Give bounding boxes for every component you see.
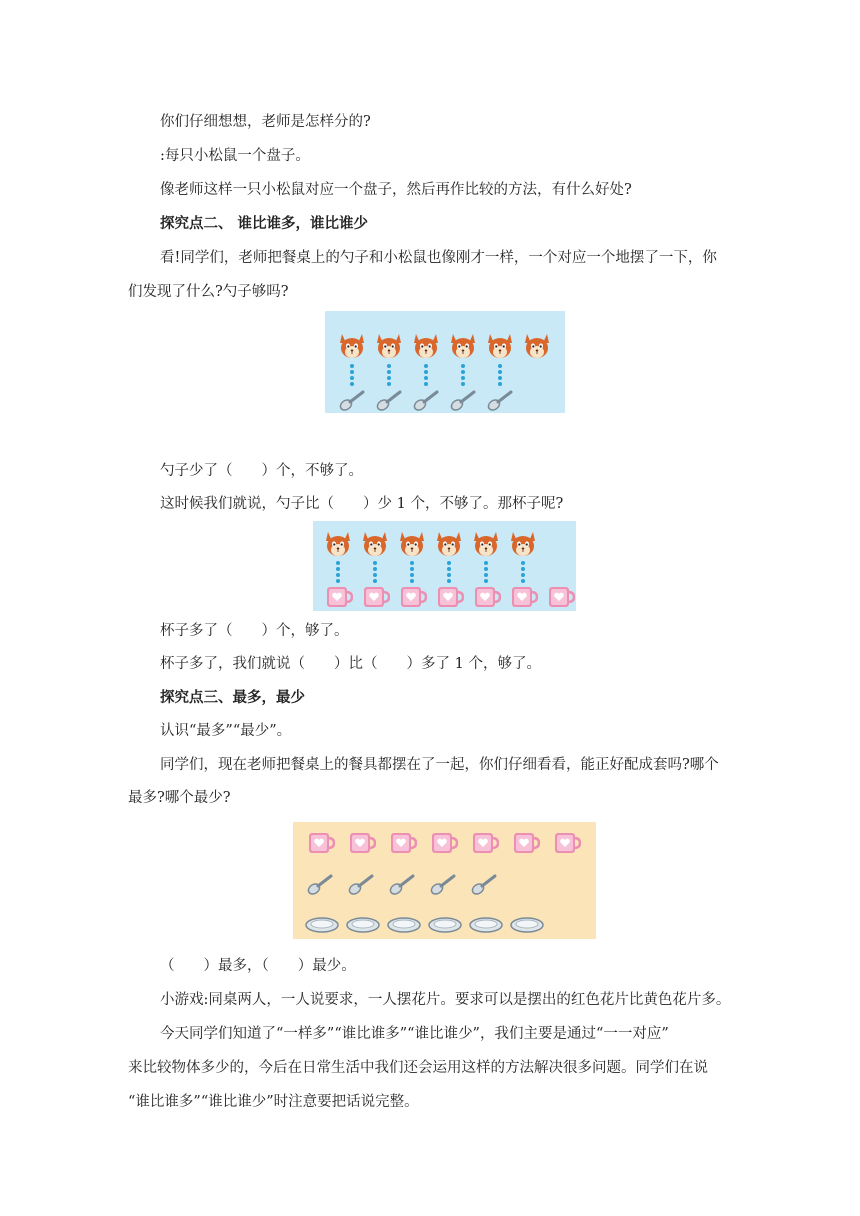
dot — [447, 567, 451, 571]
paragraph: 们发现了什么?勺子够吗? — [128, 284, 289, 300]
cup-icon — [545, 581, 575, 611]
squirrel-icon-graphic — [485, 331, 515, 361]
spoon-icon-graphic — [305, 869, 335, 899]
squirrel-icon — [508, 529, 538, 559]
cup-icon — [346, 827, 376, 857]
cup-icon — [510, 827, 540, 857]
spoon-icon-graphic — [428, 869, 458, 899]
dot — [336, 561, 340, 565]
section-heading: 探究点二、 谁比谁多，谁比谁少 — [160, 216, 369, 232]
paragraph: 勺子少了（ ）个，不够了。 — [160, 463, 363, 479]
dot — [498, 376, 502, 380]
paragraph: 最多?哪个最少? — [128, 790, 231, 806]
correspondence-dots — [521, 561, 525, 583]
section-heading: 探究点三、最多，最少 — [160, 690, 305, 706]
cup-icon-graphic — [305, 827, 335, 857]
correspondence-dots — [387, 364, 391, 386]
plate-icon — [510, 909, 540, 939]
paragraph: 今天同学们知道了“一样多”“谁比谁多”“谁比谁少”，我们主要是通过“一一对应” — [160, 1026, 669, 1042]
squirrel-icon — [471, 529, 501, 559]
correspondence-dots — [350, 364, 354, 386]
correspondence-dots — [484, 561, 488, 583]
squirrel-icon-graphic — [337, 331, 367, 361]
dot — [410, 573, 414, 577]
cup-icon — [323, 581, 353, 611]
dot — [484, 567, 488, 571]
spoon-icon-graphic — [346, 869, 376, 899]
cup-icon-graphic — [545, 581, 575, 611]
squirrel-icon — [434, 529, 464, 559]
squirrel-icon-graphic — [434, 529, 464, 559]
spoon-icon-graphic — [448, 385, 478, 415]
dot — [498, 364, 502, 368]
squirrel-icon-graphic — [411, 331, 441, 361]
cup-icon-graphic — [508, 581, 538, 611]
correspondence-dots — [373, 561, 377, 583]
dot — [410, 561, 414, 565]
cup-icon — [434, 581, 464, 611]
paragraph: （ ）最多，（ ）最少。 — [160, 958, 356, 974]
correspondence-dots — [461, 364, 465, 386]
squirrel-icon — [522, 331, 552, 361]
paragraph: 这时候我们就说，勺子比（ ）少 1 个，不够了。那杯子呢? — [160, 496, 564, 512]
dot — [424, 370, 428, 374]
squirrels-spoons-figure — [325, 311, 565, 413]
paragraph: 看!同学们，老师把餐桌上的勺子和小松鼠也像刚才一样，一个对应一个地摆了一下，你 — [160, 250, 717, 266]
plate-icon-graphic — [510, 909, 544, 939]
dot — [424, 376, 428, 380]
spoon-icon-graphic — [337, 385, 367, 415]
plate-icon-graphic — [469, 909, 503, 939]
spoon-icon — [337, 385, 367, 415]
spoon-icon-graphic — [469, 869, 499, 899]
spoon-icon — [387, 869, 417, 899]
cup-icon-graphic — [551, 827, 581, 857]
plate-icon — [387, 909, 417, 939]
squirrel-icon-graphic — [374, 331, 404, 361]
dot — [447, 573, 451, 577]
plate-icon — [346, 909, 376, 939]
plate-icon-graphic — [387, 909, 421, 939]
tableware-figure — [293, 822, 596, 939]
paragraph: 小游戏:同桌两人，一人说要求，一人摆花片。要求可以是摆出的红色花片比黄色花片多。 — [160, 992, 731, 1008]
plate-icon — [428, 909, 458, 939]
paragraph: 像老师这样一只小松鼠对应一个盘子，然后再作比较的方法，有什么好处? — [160, 182, 632, 198]
spoon-icon — [485, 385, 515, 415]
cup-icon-graphic — [397, 581, 427, 611]
squirrel-icon-graphic — [448, 331, 478, 361]
spoon-icon — [448, 385, 478, 415]
paragraph: 杯子多了，我们就说（ ）比（ ）多了 1 个，够了。 — [160, 656, 541, 672]
cup-icon — [508, 581, 538, 611]
cup-icon — [360, 581, 390, 611]
dot — [373, 567, 377, 571]
squirrel-icon — [485, 331, 515, 361]
squirrel-icon-graphic — [397, 529, 427, 559]
dot — [336, 567, 340, 571]
correspondence-dots — [424, 364, 428, 386]
squirrel-icon-graphic — [471, 529, 501, 559]
cup-icon — [469, 827, 499, 857]
dot — [461, 364, 465, 368]
dot — [350, 370, 354, 374]
squirrel-icon-graphic — [360, 529, 390, 559]
spoon-icon-graphic — [485, 385, 515, 415]
dot — [461, 370, 465, 374]
dot — [521, 567, 525, 571]
squirrel-icon — [411, 331, 441, 361]
dot — [336, 573, 340, 577]
spoon-icon — [374, 385, 404, 415]
spoon-icon — [469, 869, 499, 899]
cup-icon — [397, 581, 427, 611]
cup-icon-graphic — [434, 581, 464, 611]
cup-icon — [428, 827, 458, 857]
cup-icon-graphic — [360, 581, 390, 611]
paragraph: 杯子多了（ ）个，够了。 — [160, 623, 349, 639]
cup-icon-graphic — [428, 827, 458, 857]
cup-icon-graphic — [387, 827, 417, 857]
dot — [521, 561, 525, 565]
cup-icon — [387, 827, 417, 857]
dot — [484, 561, 488, 565]
squirrel-icon-graphic — [323, 529, 353, 559]
dot — [387, 370, 391, 374]
squirrel-icon-graphic — [522, 331, 552, 361]
correspondence-dots — [498, 364, 502, 386]
correspondence-dots — [336, 561, 340, 583]
paragraph: 来比较物体多少的，今后在日常生活中我们还会运用这样的方法解决很多问题。同学们在说 — [128, 1060, 708, 1076]
spoon-icon — [305, 869, 335, 899]
dot — [350, 376, 354, 380]
correspondence-dots — [410, 561, 414, 583]
dot — [373, 561, 377, 565]
spoon-icon-graphic — [411, 385, 441, 415]
cup-icon — [471, 581, 501, 611]
paragraph: :每只小松鼠一个盘子。 — [160, 148, 310, 164]
spoon-icon — [428, 869, 458, 899]
dot — [350, 364, 354, 368]
spoon-icon — [411, 385, 441, 415]
dot — [484, 573, 488, 577]
squirrel-icon — [448, 331, 478, 361]
plate-icon-graphic — [428, 909, 462, 939]
dot — [373, 573, 377, 577]
squirrel-icon — [360, 529, 390, 559]
paragraph: 你们仔细想想，老师是怎样分的? — [160, 114, 371, 130]
dot — [521, 573, 525, 577]
paragraph: “谁比谁多”“谁比谁少”时注意要把话说完整。 — [128, 1094, 419, 1110]
plate-icon-graphic — [346, 909, 380, 939]
squirrel-icon — [337, 331, 367, 361]
dot — [387, 376, 391, 380]
plate-icon — [305, 909, 335, 939]
dot — [410, 567, 414, 571]
dot — [461, 376, 465, 380]
squirrel-icon — [323, 529, 353, 559]
dot — [387, 364, 391, 368]
cup-icon-graphic — [346, 827, 376, 857]
cup-icon — [551, 827, 581, 857]
dot — [424, 364, 428, 368]
spoon-icon-graphic — [387, 869, 417, 899]
cup-icon-graphic — [510, 827, 540, 857]
squirrel-icon — [397, 529, 427, 559]
squirrel-icon-graphic — [508, 529, 538, 559]
cup-icon-graphic — [469, 827, 499, 857]
dot — [447, 561, 451, 565]
squirrel-icon — [374, 331, 404, 361]
paragraph: 同学们，现在老师把餐桌上的餐具都摆在了一起，你们仔细看看，能正好配成套吗?哪个 — [160, 757, 719, 773]
spoon-icon — [346, 869, 376, 899]
plate-icon-graphic — [305, 909, 339, 939]
cup-icon — [305, 827, 335, 857]
spoon-icon-graphic — [374, 385, 404, 415]
correspondence-dots — [447, 561, 451, 583]
cup-icon-graphic — [471, 581, 501, 611]
plate-icon — [469, 909, 499, 939]
dot — [498, 370, 502, 374]
paragraph: 认识“最多”“最少”。 — [160, 723, 292, 739]
cup-icon-graphic — [323, 581, 353, 611]
squirrels-cups-figure — [313, 521, 576, 611]
